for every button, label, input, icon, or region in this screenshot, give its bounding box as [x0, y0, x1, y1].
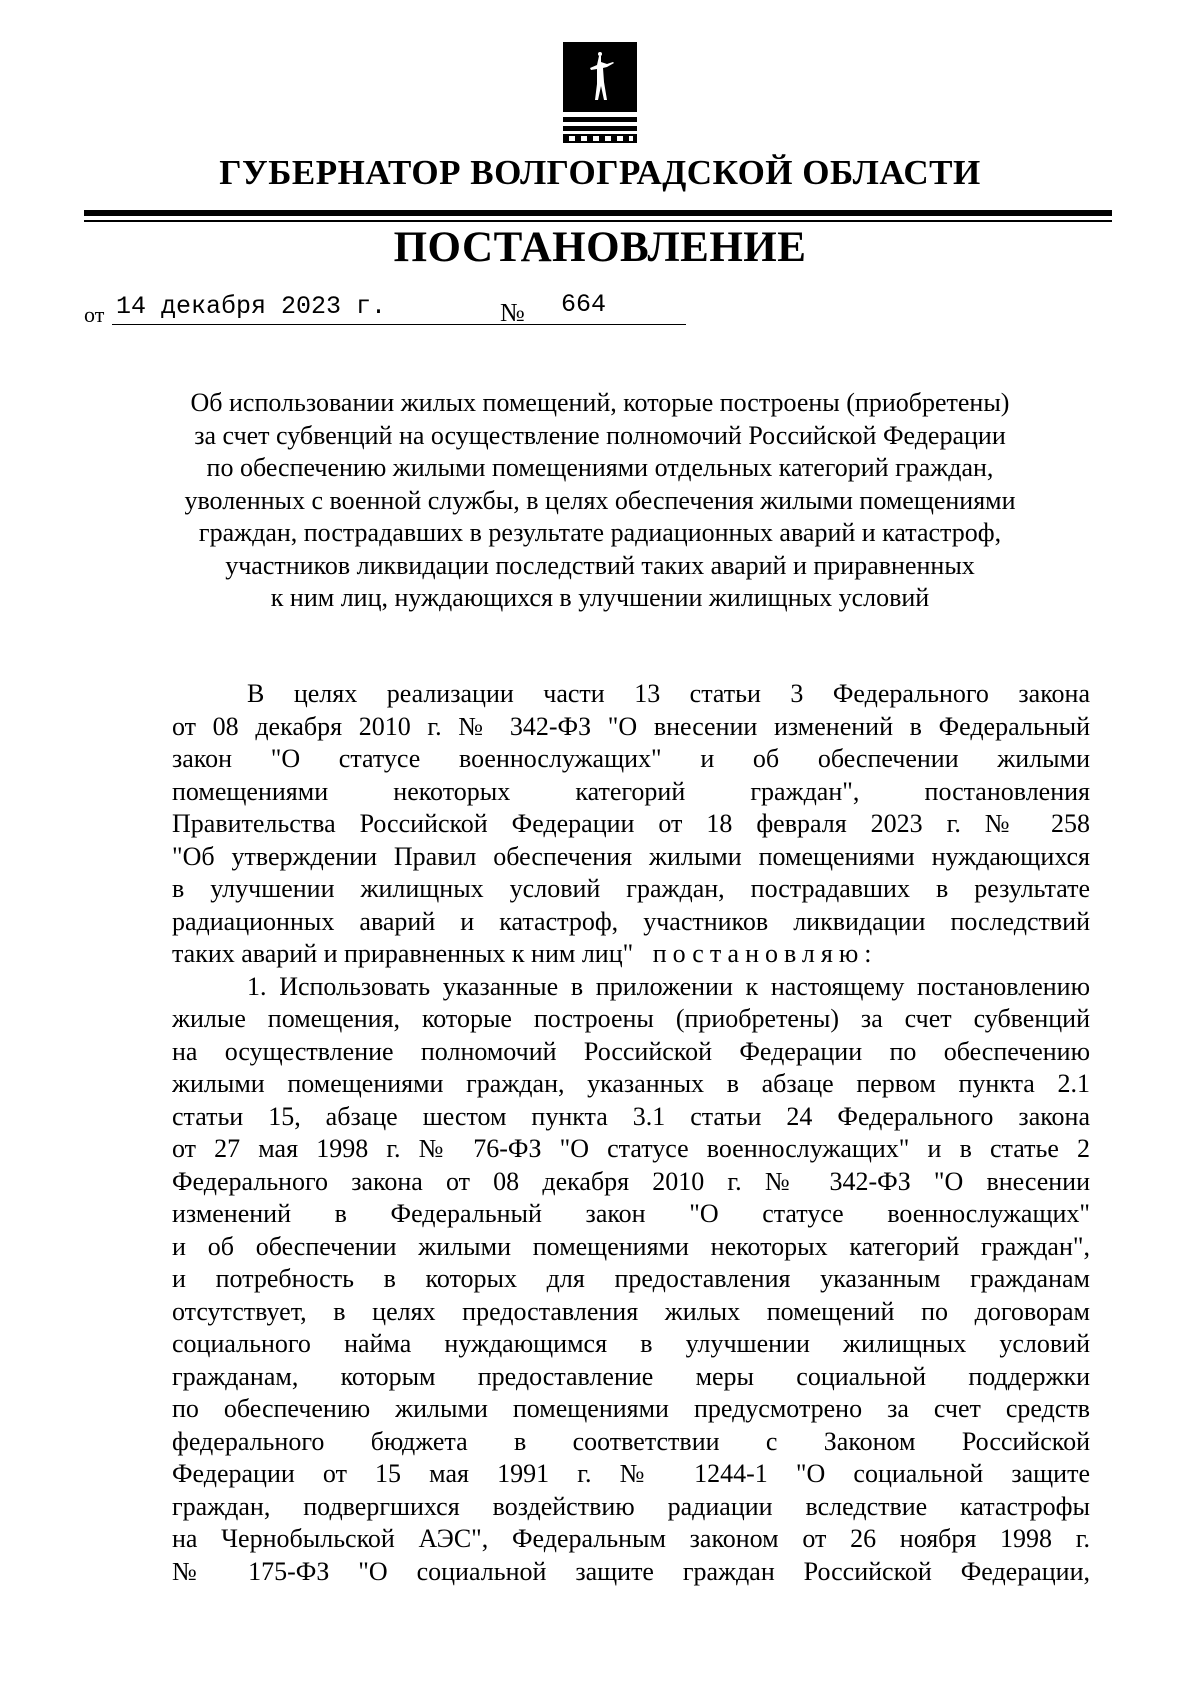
body-line: "Об утверждении Правил обеспечения жилыми помещениями нуждающихся	[172, 841, 1090, 871]
body-line: по обеспечению жилыми помещениями предусмотрено за счет средств	[172, 1394, 1090, 1423]
body-line: Правительства Российской Федерации от 18 февраля 2023 г. № 258	[172, 809, 1090, 838]
body-line-text: таких аварий и приравненных к ним лиц"	[172, 939, 634, 968]
document-meta	[84, 292, 784, 332]
decree-word: постановляю:	[652, 939, 878, 968]
number-label: №	[500, 298, 525, 327]
subject-line: уволенных с военной службы, в целях обеспечения жилыми помещениями	[184, 485, 1016, 515]
body-line: в улучшении жилищных условий граждан, пострадавших в результате	[172, 874, 1090, 903]
body-line: жилыми помещениями граждан, указанных в абзаце первом пункта 2.1	[172, 1069, 1090, 1098]
subject-line: за счет субвенций на осуществление полномочий Российской Федерации	[194, 420, 1006, 450]
issuing-authority: ГУБЕРНАТОР ВОЛГОГРАДСКОЙ ОБЛАСТИ	[219, 153, 981, 192]
body-line: отсутствует, в целях предоставления жилых помещений по договорам	[172, 1296, 1090, 1326]
body-line: социального найма нуждающимся в улучшении жилищных условий	[172, 1329, 1090, 1358]
body-line: федерального бюджета в соответствии с Законом Российской	[172, 1426, 1090, 1456]
body-line: 1. Использовать указанные в приложении к настоящему постановлению	[247, 971, 1090, 1001]
body-line: и потребность в которых для предоставления указанным гражданам	[172, 1264, 1090, 1293]
body-line: изменений в Федеральный закон "О статусе военнослужащих"	[172, 1199, 1090, 1228]
body-line: радиационных аварий и катастроф, участников ликвидации последствий	[172, 906, 1090, 936]
document-number: 664	[561, 290, 607, 319]
body-line: Федерации от 15 мая 1991 г. № 1244-1 "О социальной защите	[172, 1459, 1090, 1488]
subject-line: граждан, пострадавших в результате радиационных аварий и катастроф,	[198, 518, 1002, 547]
body-line: № 175-ФЗ "О социальной защите граждан Российской Федерации,	[172, 1556, 1090, 1586]
subject-line: Об использовании жилых помещений, которые построены (приобретены)	[190, 388, 1010, 417]
number-field	[527, 292, 686, 325]
document-type-title: ПОСТАНОВЛЕНИЕ	[393, 224, 807, 271]
body-line: от 08 декабря 2010 г. № 342-ФЗ "О внесении изменений в Федеральный	[172, 711, 1090, 741]
body-line: статьи 15, абзаце шестом пункта 3.1 статьи 24 Федерального закона	[172, 1101, 1090, 1131]
date-label: от	[84, 302, 105, 327]
body-line: В целях реализации части 13 статьи 3 Федерального закона	[247, 679, 1090, 708]
body-line: и об обеспечении жилыми помещениями некоторых категорий граждан",	[172, 1231, 1090, 1261]
body-line: помещениями некоторых категорий граждан", постановления	[172, 776, 1090, 806]
body-line: жилые помещения, которые построены (приобретены) за счет субвенций	[172, 1004, 1090, 1033]
body-line: граждан, подвергшихся воздействию радиации вследствие катастрофы	[172, 1491, 1090, 1521]
subject-line: к ним лиц, нуждающихся в улучшении жилищных условий	[270, 583, 930, 612]
subject-line: по обеспечению жилыми помещениями отдельных категорий граждан,	[206, 453, 994, 482]
document-body	[172, 678, 1090, 1588]
body-line: закон "О статусе военнослужащих" и об обеспечении жилыми	[172, 744, 1090, 773]
body-line: на осуществление полномочий Российской Федерации по обеспечению	[172, 1036, 1090, 1066]
body-line: Федерального закона от 08 декабря 2010 г. № 342-ФЗ "О внесении	[172, 1166, 1090, 1196]
body-line-decree	[172, 938, 1090, 971]
subject-line: участников ликвидации последствий таких аварий и приравненных	[225, 550, 975, 580]
body-line: от 27 мая 1998 г. № 76-ФЗ "О статусе военнослужащих" и в статье 2	[172, 1134, 1090, 1163]
header-divider-thick	[84, 210, 1112, 216]
body-line: гражданам, которым предоставление меры социальной поддержки	[172, 1361, 1090, 1391]
body-line: на Чернобыльской АЭС", Федеральным законом от 26 ноября 1998 г.	[172, 1524, 1090, 1553]
document-date: 14 декабря 2023 г.	[116, 292, 387, 321]
volgograd-oblast-emblem-icon	[563, 42, 637, 143]
document-subject	[150, 387, 1050, 615]
